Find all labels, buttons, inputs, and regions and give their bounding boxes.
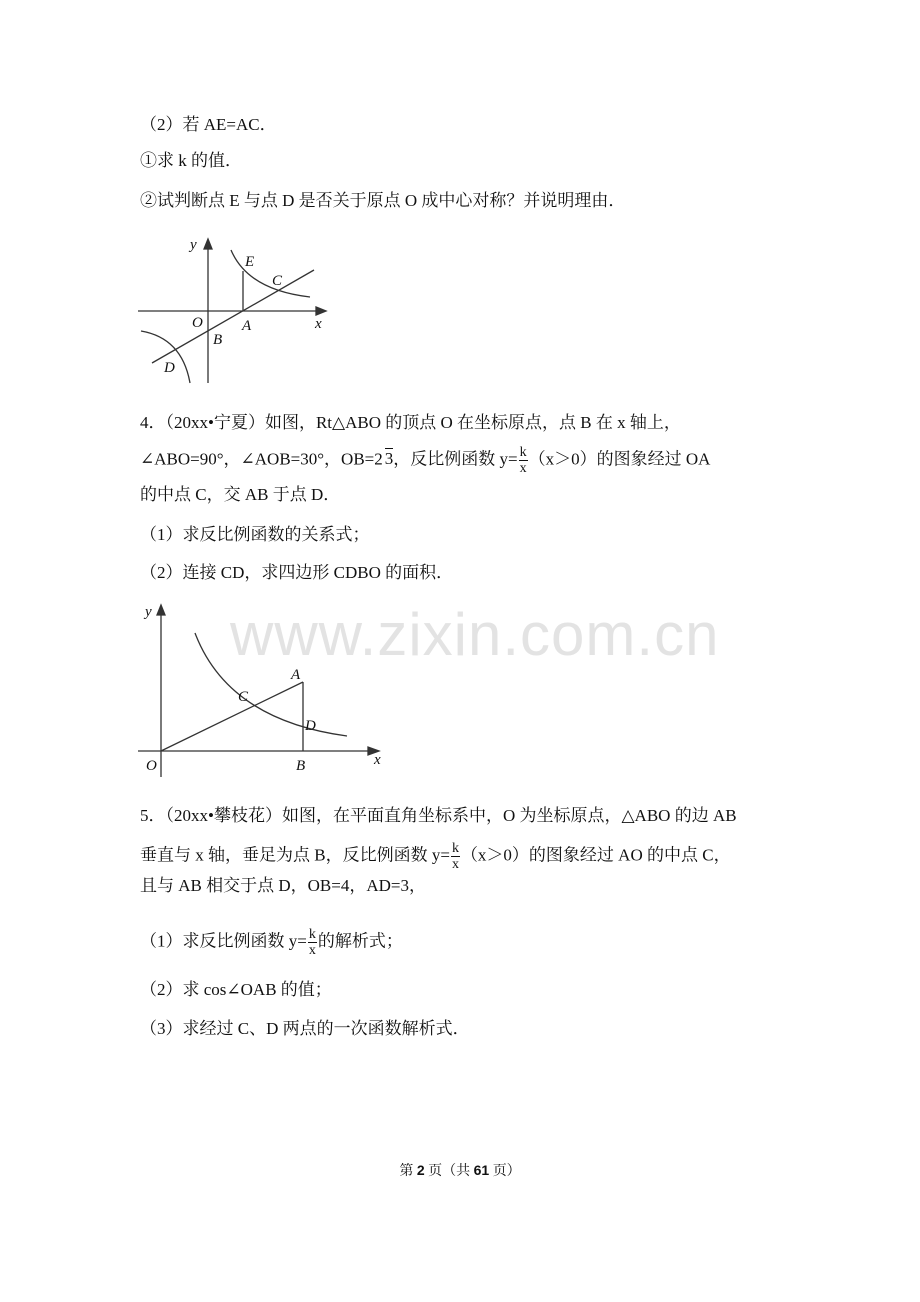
svg-text:x: x bbox=[374, 752, 381, 768]
fraction-k-over-x: $\frac{k}{x}$ bbox=[451, 841, 459, 872]
q4-figure bbox=[138, 605, 379, 777]
q4-part1: （1）求反比例函数的关系式； bbox=[140, 525, 370, 544]
svg-text:D: D bbox=[305, 718, 316, 734]
q5-line3: 且与 AB 相交于点 D，OB=4，AD=3， bbox=[140, 876, 426, 895]
sqrt-3: 3 bbox=[384, 449, 394, 469]
q5-line1: 5．（20xx•攀枝花）如图，在平面直角坐标系中，O 为坐标原点，△ABO 的边 AB bbox=[140, 806, 737, 825]
svg-text:D: D bbox=[164, 360, 175, 376]
svg-text:y: y bbox=[190, 237, 197, 253]
svg-text:O: O bbox=[146, 758, 157, 774]
svg-text:B: B bbox=[213, 332, 223, 348]
q4-line3: 的中点 C，交 AB 于点 D． bbox=[140, 485, 341, 504]
q3-sub1: ①求 k 的值． bbox=[140, 151, 242, 170]
svg-text:A: A bbox=[291, 667, 301, 683]
fraction-k-over-x: $\frac{k}{x}$ bbox=[308, 927, 316, 958]
q5-line2: 垂直与 x 轴，垂足为点 B，反比例函数 y= $\frac{k}{x}$ （x＞0）的图象经过 AO 的中点 C， bbox=[140, 841, 731, 872]
svg-text:A: A bbox=[242, 318, 252, 334]
svg-text:y: y bbox=[145, 604, 152, 620]
svg-text:x: x bbox=[315, 316, 322, 332]
watermark: www.zixin.com.cn bbox=[230, 601, 720, 668]
q4-part2: （2）连接 CD，求四边形 CDBO 的面积． bbox=[140, 563, 454, 582]
q5-part2: （2）求 cos∠OAB 的值； bbox=[140, 980, 332, 999]
q5-part1: （1）求反比例函数 y= $\frac{k}{x}$ 的解析式； bbox=[140, 927, 403, 958]
svg-text:E: E bbox=[245, 254, 255, 270]
svg-text:B: B bbox=[296, 758, 306, 774]
q4-line2: ∠ABO=90°，∠AOB=30°，OB=2 3，反比例函数 y= $\frac{k}{x}$ （x＞0）的图象经过 OA bbox=[140, 445, 711, 476]
svg-text:O: O bbox=[192, 315, 203, 331]
q3-part2: （2）若 AE=AC． bbox=[140, 115, 277, 134]
page-footer: 第 2 页（共 61 页） bbox=[399, 1162, 521, 1179]
svg-text:C: C bbox=[238, 689, 249, 705]
fraction-k-over-x: $\frac{k}{x}$ bbox=[519, 445, 527, 476]
q4-line1: 4．（20xx•宁夏）如图，Rt△ABO 的顶点 O 在坐标原点，点 B 在 x 轴上， bbox=[140, 413, 681, 432]
q4-figure-labels bbox=[143, 604, 381, 774]
q5-part3: （3）求经过 C、D 两点的一次函数解析式． bbox=[140, 1019, 470, 1038]
q3-sub2: ②试判断点 E 与点 D 是否关于原点 O 成中心对称？并说明理由． bbox=[140, 191, 626, 210]
svg-text:C: C bbox=[272, 273, 283, 289]
